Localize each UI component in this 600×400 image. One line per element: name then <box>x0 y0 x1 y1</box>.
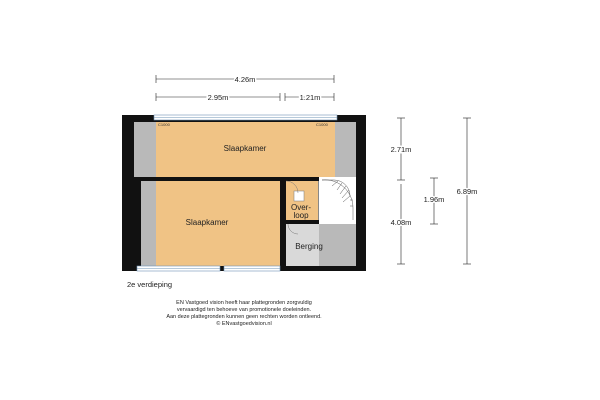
roof-window-bottom-right <box>224 266 280 271</box>
room-label-landing-2: loop <box>293 211 309 220</box>
disclaimer-line-2: vervaardigd ten behoeve van promotionele doeleinden. <box>176 307 312 313</box>
slope-left-bottom <box>141 181 156 266</box>
room-label-bedroom-bottom: Slaapkamer <box>185 218 229 227</box>
inner-wall-horizontal <box>134 177 285 181</box>
disclaimer-line-1: EN Vastgoed vision heeft haar plattegronden zorgvuldig <box>176 300 312 306</box>
roof-window-bottom-left <box>137 266 220 271</box>
floor-label: 2e verdieping <box>127 280 173 289</box>
room-label-bedroom-top: Slaapkamer <box>223 144 267 153</box>
inner-wall-vertical <box>280 177 286 266</box>
slope-left-top <box>134 122 156 177</box>
disclaimer-line-3: Aan deze plattegronden kunnen geen rechten worden ontleend. <box>166 314 322 320</box>
dimension-width-left-label: 2.95m <box>207 93 229 102</box>
room-label-landing-1: Over- <box>291 203 311 212</box>
slope-right-top <box>335 122 356 177</box>
landing-hatch-icon <box>294 191 304 201</box>
window-tag-left: C1000 <box>158 122 170 127</box>
dimension-width-right-label: 1.21m <box>299 93 321 102</box>
stair-area <box>319 177 356 224</box>
dimension-depth-top-label: 2.71m <box>390 145 412 154</box>
window-tag-right: C1000 <box>316 122 328 127</box>
room-label-storage: Berging <box>295 242 323 251</box>
dimension-total-width-label: 4.26m <box>234 75 256 84</box>
roof-window-top <box>154 115 337 120</box>
dimension-depth-bottom-label: 4.08m <box>390 218 412 227</box>
slope-right-bottom <box>319 224 356 266</box>
dimension-total-depth-label: 6.89m <box>456 187 478 196</box>
inner-wall-landing <box>286 220 319 224</box>
dimension-stair-depth-label: 1.96m <box>423 195 445 204</box>
disclaimer-line-4: © ENvastgoedvision.nl <box>216 321 272 327</box>
